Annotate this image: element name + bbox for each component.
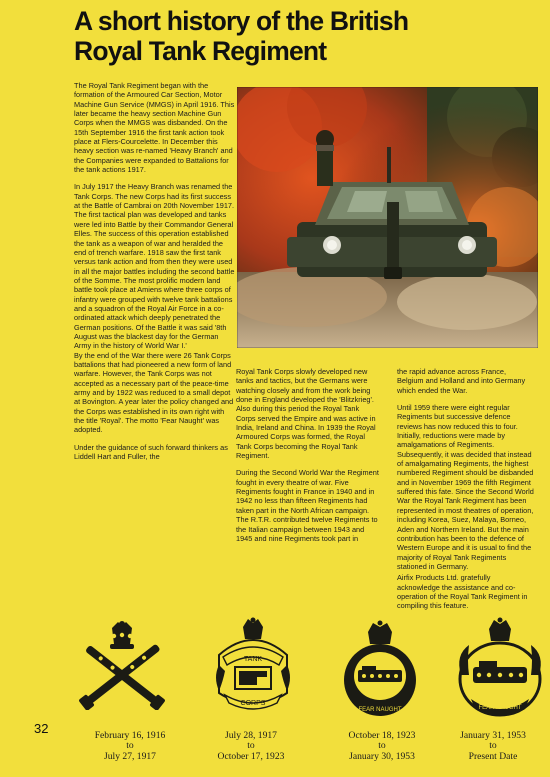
date-until: October 17, 1923 [217, 750, 285, 762]
paragraph: In July 1917 the Heavy Branch was renamed the Tank Corps. The new Corps had its first success at the Battle of Cambrai on 20th November 1917. The first tactical plan was developed and tanks were led into Battle by their Commandor General Elles. The success of this operation established the tank as a weapon of war and heralded the end of trench warfare. 1918 saw the first tank versus tank action and from then they were used in all the major battles including the second battle of the Somme. The most prolific modern land battle took place at Amiens where three corps of infantry were grouped with twelve tank battalions and a squadron of the Royal Air Force in a co-ordinated attack which deeply penetrated the German positions. Of the Battle it was said '8th August was the blackest day for the German Army in the history of World War I.' [74, 182, 235, 351]
badge-date-range-3 [327, 731, 437, 762]
paragraph: The Royal Tank Regiment began with the formation of the Armoured Car Section, Motor Machine Gun Service (MMGS) in April 1916. This later became the heavy section Machine Gun Corps when the MMGS was disbanded. On the 15th September 1916 the first tank action took place at Flers-Courcelette. In December this heavy section was re-named 'Heavy Branch' and the Companies were expanded to Battalions for the tank actions 1917. [74, 81, 235, 175]
machine-gun-crown-badge-icon [70, 620, 175, 710]
date-until: Present Date [468, 750, 518, 762]
date-until: January 30, 1953 [349, 750, 415, 762]
article-column-3 [397, 367, 534, 619]
date-to-word: to [378, 740, 386, 752]
date-to-word: to [489, 740, 497, 752]
page-title [74, 6, 534, 66]
date-from: July 28, 1917 [225, 730, 277, 741]
article-column-1 [74, 81, 236, 469]
fear-naught-oval-badge [455, 615, 545, 725]
paragraph: By the end of the War there were 26 Tank Corps battalions that had pioneered a new form of land warfare. However, the Tank Corps was not accepted as a necessary part of the peace-time army and by 1922 was reduced to a small depot at Bovington. A year later the policy changed and the Corps was established in its own right with the title 'Royal'. The motto 'Fear Naught' was adopted. [74, 350, 234, 435]
date-from: October 18, 1923 [348, 730, 416, 741]
page-number: 32 [34, 721, 49, 736]
fear-naught-oval-badge-icon [455, 615, 545, 720]
article-column-2 [236, 367, 379, 551]
badge-date-range-1 [75, 731, 185, 762]
badge-motto: FEAR NAUGHT [478, 705, 522, 711]
paragraph: During the Second World War the Regiment fought in every theatre of war. Five Regiments fought in France in 1940 and in 1942 no less than fifteen Regiments had taken part in the North African campaign. The R.T.R. contributed twelve Regiments to the Italian campaign between 1943 and 1945 and nine Regiments took part in [236, 468, 379, 543]
date-until: July 27, 1917 [104, 750, 156, 762]
tank-corps-badge [213, 615, 293, 720]
badge-ribbon-top: TANK [243, 656, 263, 663]
paragraph: Until 1959 there were eight regular Regiments but successive defence reviews has now reduced this to four. Initially, reductions were made by amalgamations of Regiments. Subsequently, it was decided that instead of amalgamating Regiments, the highest numbered Regiment should be disbanded and in November 1969 the fifth Regiment suffered this fate. Since the Second World War the Royal Tank Regiment has been represented in most theatres of operation, including Korea, Suez, Malaya, Borneo, Aden and Northern Ireland. But the main contribution has been to the defence of Western Europe and it is usual to find the majority of Royal Tank Regiments stationed in Germany. [397, 403, 534, 571]
fear-naught-badge-icon [340, 618, 420, 718]
paragraph: Royal Tank Corps slowly developed new tanks and tactics, but the Germans were watching closely and from the work being done in England developed the 'Blitzkrieg'. Also during this period the Royal Tank Corps served the Empire and was active in India, Ireland and China. In 1939 the Royal Armoured Corps was formed, the Royal Tank Corps becoming the Royal Tank Regiment. [236, 367, 376, 461]
badge-motto: FEAR NAUGHT [358, 707, 402, 713]
date-from: February 16, 1916 [94, 730, 166, 741]
paragraph: Under the guidance of such forward thinkers as Liddell Hart and Fuller, the [74, 442, 228, 462]
date-to-word: to [247, 740, 255, 752]
date-from: January 31, 1953 [460, 730, 526, 741]
paragraph: the rapid advance across France, Belgium and Holland and into Germany which ended the War. [397, 367, 526, 395]
paragraph: Airfix Products Ltd. gratefully acknowledge the assistance and co-operation of the Royal Tank Regiment in compiling this feature. [397, 573, 528, 611]
title-line-2: Royal Tank Regiment [74, 36, 327, 66]
badge-date-range-2 [196, 731, 306, 762]
date-to-word: to [126, 740, 134, 752]
tank-corps-badge-icon [213, 615, 293, 715]
tank-photo [237, 87, 538, 348]
fear-naught-badge [340, 618, 420, 723]
title-line-1: A short history of the British [74, 6, 409, 36]
chieftain-tank-icon [237, 87, 538, 348]
badge-date-range-4 [438, 731, 548, 762]
badge-ribbon-bottom: CORPS [240, 700, 266, 707]
machine-gun-crown-badge [70, 620, 175, 715]
